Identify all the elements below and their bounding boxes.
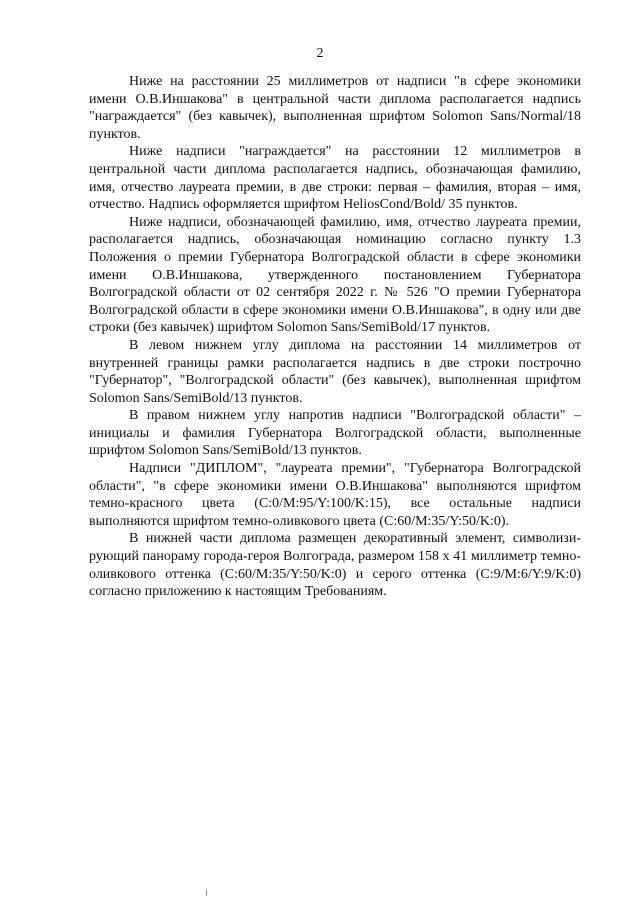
paragraph-text-colors: Надписи "ДИПЛОМ", "лауреата премии", "Губернатора Волгоградской области", "в сфере экономики имени О.В.Иншакова" выполняются шрифтом темно-красного цвета (C:0/M:95/Y:100/K:15), все остальные надписи выполняются шрифтом темно-оливкового цвета (C:60/M:35/Y:50/K:0).	[89, 461, 581, 529]
paragraph-laureate-name: Ниже надписи "награждается" на расстоянии 12 миллиметров в центральной части диплома располагается надпись, обозначающая фамилию, имя, отчество лауреата премии, в две строки: первая – фамилия, вторая – имя, отчество. Надпись оформляется шрифтом HeliosCond/Bold/ 35 пунктов.	[89, 144, 581, 213]
paragraph-diploma-awarded-caption: Ниже на расстоянии 25 миллиметров от надписи "в сфере экономики имени О.В.Иншакова" в центральной части диплома располагается надпись "награждается" (без кавычек), выполненная шрифтом Solomon Sans/Normal/18 пунктов.	[89, 74, 581, 142]
paragraph-governor-caption-left: В левом нижнем углу диплома на расстоянии 14 миллиметров от внутренней границы рамки располагается надпись в две строки построчно "Губернатор", "Волгоградской области" (без кавычек), выполненная шрифтом Solomon Sans/SemiBold/13 пунктов.	[89, 337, 581, 406]
page-number: 2	[316, 46, 324, 61]
paragraph-decorative-element: В нижней части диплома размещен декоративный элемент, символизирующий панораму города-героя Волгограда, размером 158 x 41 миллиметр темно-оливкового оттенка (C:60/M:35/Y:50/K:0) и серого оттенка (C:9/M:6/Y:9/K:0) согласно приложению к настоящим Требованиям.	[89, 531, 581, 600]
scan-mark	[206, 890, 207, 896]
document-body	[89, 73, 581, 601]
paragraph-nomination: Ниже надписи, обозначающей фамилию, имя, отчество лауреата премии, располагается надпись, обозначающая номинацию согласно пункту 1.3 Положения о премии Губернатора Волгоградской области в сфере экономики имени О.В.Иншакова, утвержденного постановлением Губернатора Волгоградской области от 02 сентября 2022 г. № 526 "О премии Губернатора Волгоградской области в сфере экономики имени О.В.Иншакова", в одну или две строки (без кавычек) шрифтом Solomon Sans/SemiBold/17 пунктов.	[89, 214, 581, 336]
paragraph-governor-initials-right: В правом нижнем углу напротив надписи "Волгоградской области" – инициалы и фамилия Губернатора Волгоградской области, выполненные шрифтом Solomon Sans/SemiBold/13 пунктов.	[89, 408, 581, 459]
